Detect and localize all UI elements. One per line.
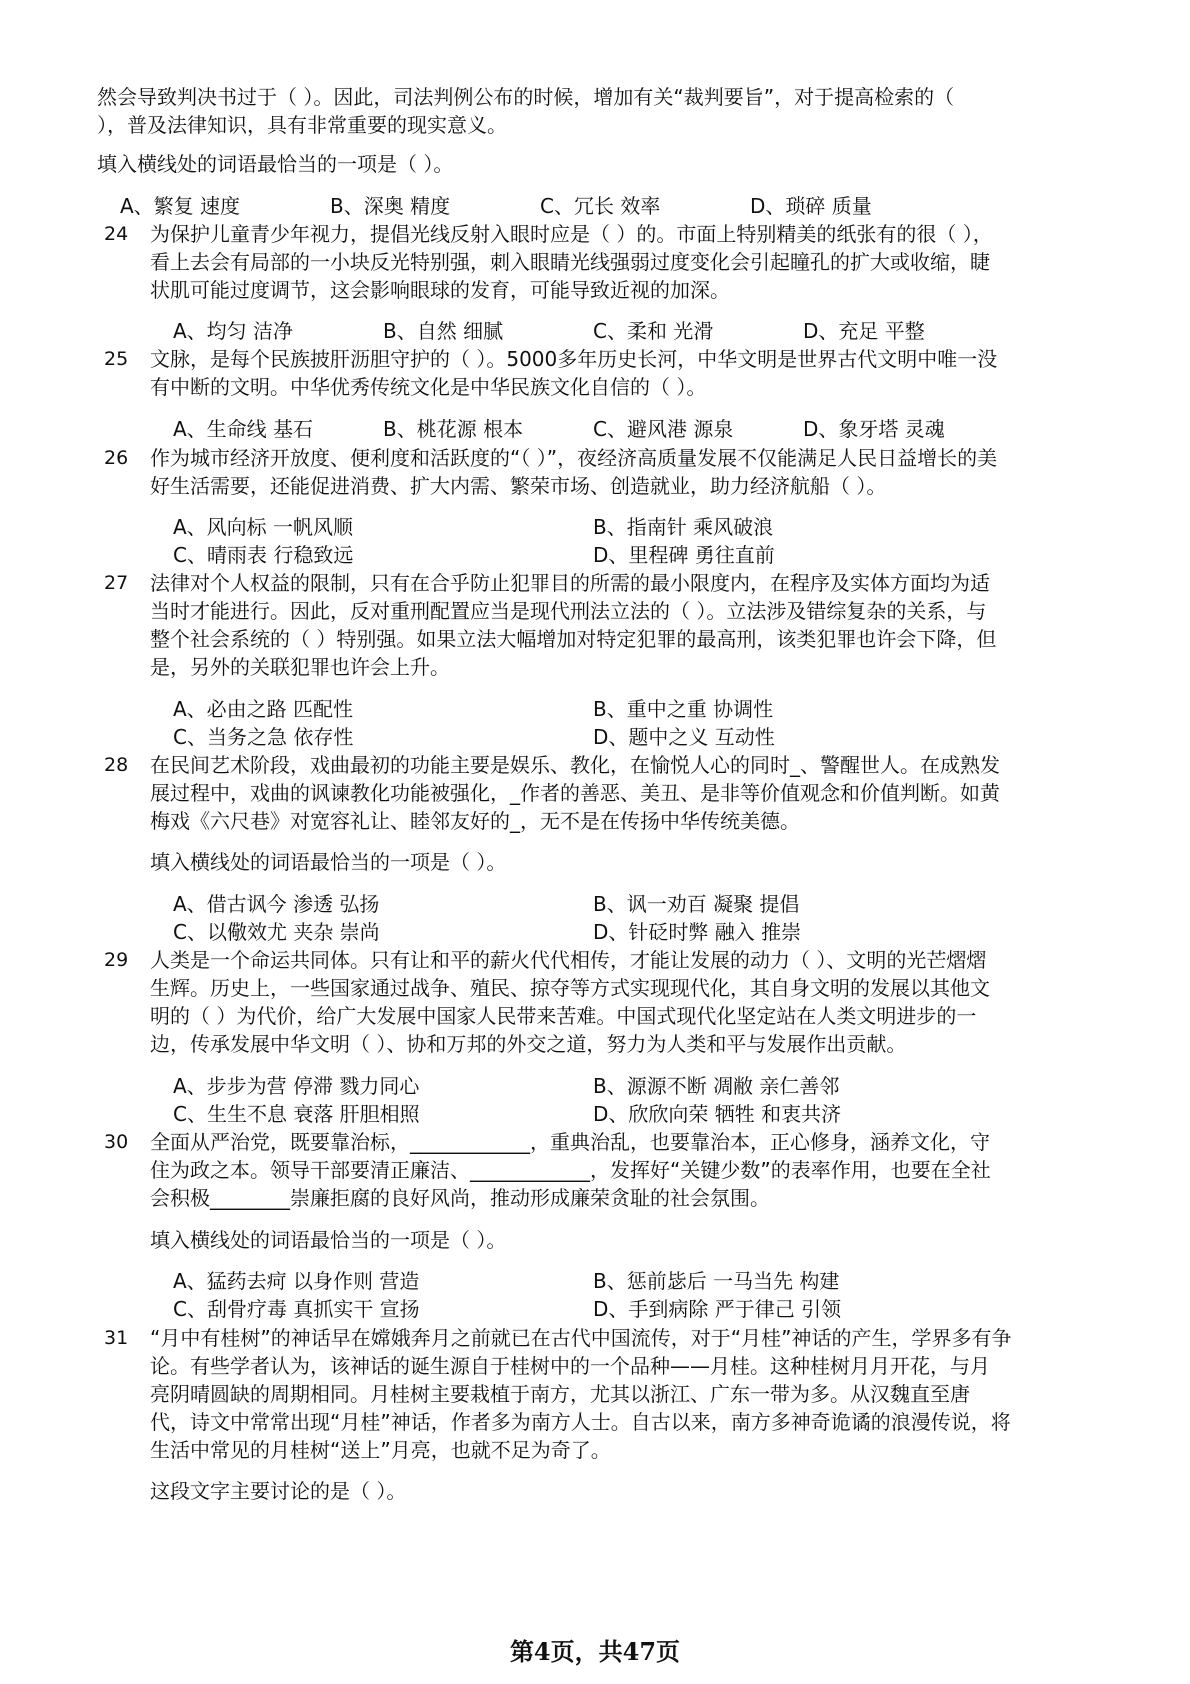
q30-line-3: 会积极________崇廉拒腐的良好风尚，推动形成廉荣贪耻的社会氛围。 [150, 1186, 770, 1210]
q29-line-3: 明的（ ）为代价，给广大发展中国家人民带来苦难。中国式现代化坚定站在人类文明进步的一 [150, 1004, 977, 1028]
q29-option-b: B、源源不断 凋敝 亲仁善邻 [593, 1074, 840, 1098]
q27-option-c: C、当务之急 依存性 [173, 725, 354, 749]
q25-line-2: 有中断的文明。中华优秀传统文化是中华民族文化自信的（ ）。 [150, 375, 707, 399]
intro-option-d: D、琐碎 质量 [750, 194, 872, 218]
q28-option-a: A、借古讽今 渗透 弘扬 [173, 892, 380, 916]
question-number-27: 27 [104, 572, 129, 594]
q25-option-a: A、生命线 基石 [173, 417, 314, 441]
q28-option-c: C、以儆效尤 夹杂 崇尚 [173, 920, 380, 944]
q30-option-a: A、猛药去疴 以身作则 营造 [173, 1269, 420, 1293]
q27-line-3: 整个社会系统的（ ）特别强。如果立法大幅增加对特定犯罪的最高刑，该类犯罪也许会下降，但 [150, 627, 997, 651]
q27-option-a: A、必由之路 匹配性 [173, 697, 354, 721]
q24-option-a: A、均匀 洁净 [173, 319, 294, 343]
q31-line-2: 论。有些学者认为，该神话的诞生源自于桂树中的一个品种——月桂。这种桂树月月开花，与月 [150, 1354, 990, 1378]
q24-option-c: C、柔和 光滑 [593, 319, 714, 343]
question-number-26: 26 [104, 447, 129, 469]
q27-line-4: 是，另外的关联犯罪也许会上升。 [150, 655, 450, 679]
q28-option-d: D、针砭时弊 融入 推崇 [593, 920, 802, 944]
q24-line-3: 状肌可能过度调节，这会影响眼球的发育，可能导致近视的加深。 [150, 278, 730, 302]
q26-line-1: 作为城市经济开放度、便利度和活跃度的“（ ）”，夜经济高质量发展不仅能满足人民日益增长的美 [150, 446, 998, 470]
q29-option-d: D、欣欣向荣 牺牲 和衷共济 [593, 1102, 842, 1126]
q31-prompt: 这段文字主要讨论的是（ ）。 [150, 1479, 407, 1503]
q26-option-a: A、风向标 一帆风顺 [173, 515, 354, 539]
q30-prompt: 填入横线处的词语最恰当的一项是（ ）。 [150, 1228, 507, 1252]
question-number-31: 31 [104, 1327, 129, 1349]
q28-line-3: 梅戏《六尺巷》对宽容礼让、睦邻友好的_，无不是在传扬中华传统美德。 [150, 809, 800, 833]
q26-option-c: C、晴雨表 行稳致远 [173, 543, 354, 567]
q24-option-d: D、充足 平整 [803, 319, 925, 343]
q28-line-1: 在民间艺术阶段，戏曲最初的功能主要是娱乐、教化，在愉悦人心的同时_、警醒世人。在成熟发 [150, 753, 1000, 777]
question-number-29: 29 [104, 949, 129, 971]
q29-option-c: C、生生不息 衰落 肝胆相照 [173, 1102, 420, 1126]
q25-option-b: B、桃花源 根本 [383, 417, 524, 441]
q31-line-5: 生活中常见的月桂树“送上”月亮，也就不足为奇了。 [150, 1438, 611, 1462]
intro-option-a: A、繁复 速度 [120, 194, 241, 218]
q28-line-2: 展过程中，戏曲的讽谏教化功能被强化，_作者的善恶、美丑、是非等价值观念和价值判断。如黄 [150, 781, 1000, 805]
q26-option-d: D、里程碑 勇往直前 [593, 543, 775, 567]
q31-line-3: 亮阴晴圆缺的周期相同。月桂树主要栽植于南方，尤其以浙江、广东一带为多。从汉魏直至唐 [150, 1382, 970, 1406]
q29-line-4: 边，传承发展中华文明（ ）、协和万邦的外交之道，努力为人类和平与发展作出贡献。 [150, 1032, 907, 1056]
q24-option-b: B、自然 细腻 [383, 319, 504, 343]
intro-option-b: B、深奥 精度 [330, 194, 451, 218]
intro-option-c: C、冗长 效率 [540, 194, 661, 218]
q25-line-1: 文脉，是每个民族披肝沥胆守护的（ ）。5000多年历史长河，中华文明是世界古代文明中唯一没 [150, 347, 998, 371]
q30-option-c: C、刮骨疗毒 真抓实干 宣扬 [173, 1297, 420, 1321]
q31-line-4: 代，诗文中常常出现“月桂”神话，作者多为南方人士。自古以来，南方多神奇诡谲的浪漫传说，将 [150, 1410, 1011, 1434]
q24-line-1: 为保护儿童青少年视力，提倡光线反射入眼时应是（ ）的。市面上特别精美的纸张有的很（ ）， [150, 222, 993, 246]
q27-line-1: 法律对个人权益的限制，只有在合乎防止犯罪目的所需的最小限度内，在程序及实体方面均为适 [150, 571, 990, 595]
intro-line-1: 然会导致判决书过于（ ）。因此，司法判例公布的时候，增加有关“裁判要旨”，对于提高检索的（ [97, 85, 955, 109]
q30-option-b: B、惩前毖后 一马当先 构建 [593, 1269, 840, 1293]
question-number-24: 24 [104, 223, 129, 245]
q27-line-2: 当时才能进行。因此，反对重刑配置应当是现代刑法立法的（ ）。立法涉及错综复杂的关系，与 [150, 599, 987, 623]
q28-prompt: 填入横线处的词语最恰当的一项是（ ）。 [150, 850, 507, 874]
q28-option-b: B、讽一劝百 凝聚 提倡 [593, 892, 800, 916]
q27-option-d: D、题中之义 互动性 [593, 725, 775, 749]
question-number-28: 28 [104, 754, 129, 776]
q24-line-2: 看上去会有局部的一小块反光特别强，刺入眼睛光线强弱过度变化会引起瞳孔的扩大或收缩，睫 [150, 250, 990, 274]
q25-option-c: C、避风港 源泉 [593, 417, 734, 441]
intro-prompt: 填入横线处的词语最恰当的一项是（ ）。 [97, 152, 454, 176]
q30-line-2: 住为政之本。领导干部要清正廉洁、____________，发挥好“关键少数”的表率作用，也要在全社 [150, 1158, 991, 1182]
q29-line-2: 生辉。历史上，一些国家通过战争、殖民、掠夺等方式实现现代化，其自身文明的发展以其他文 [150, 976, 990, 1000]
q27-option-b: B、重中之重 协调性 [593, 697, 774, 721]
page-footer: 第4页，共47页 [509, 1637, 681, 1666]
intro-line-2: ），普及法律知识，具有非常重要的现实意义。 [97, 113, 507, 137]
q26-line-2: 好生活需要，还能促进消费、扩大内需、繁荣市场、创造就业，助力经济航船（ ）。 [150, 474, 887, 498]
q29-option-a: A、步步为营 停滞 戮力同心 [173, 1074, 420, 1098]
q26-option-b: B、指南针 乘风破浪 [593, 515, 774, 539]
q30-option-d: D、手到病除 严于律己 引领 [593, 1297, 842, 1321]
q25-option-d: D、象牙塔 灵魂 [803, 417, 945, 441]
q29-line-1: 人类是一个命运共同体。只有让和平的薪火代代相传，才能让发展的动力（ ）、文明的光芒熠熠 [150, 948, 987, 972]
question-number-30: 30 [104, 1131, 129, 1153]
q31-line-1: “月中有桂树”的神话早在嫦娥奔月之前就已在古代中国流传，对于“月桂”神话的产生，学界多有争 [150, 1326, 1012, 1350]
question-number-25: 25 [104, 348, 129, 370]
q30-line-1: 全面从严治党，既要靠治标，____________，重典治乱，也要靠治本，正心修身，涵养文化，守 [150, 1130, 990, 1154]
